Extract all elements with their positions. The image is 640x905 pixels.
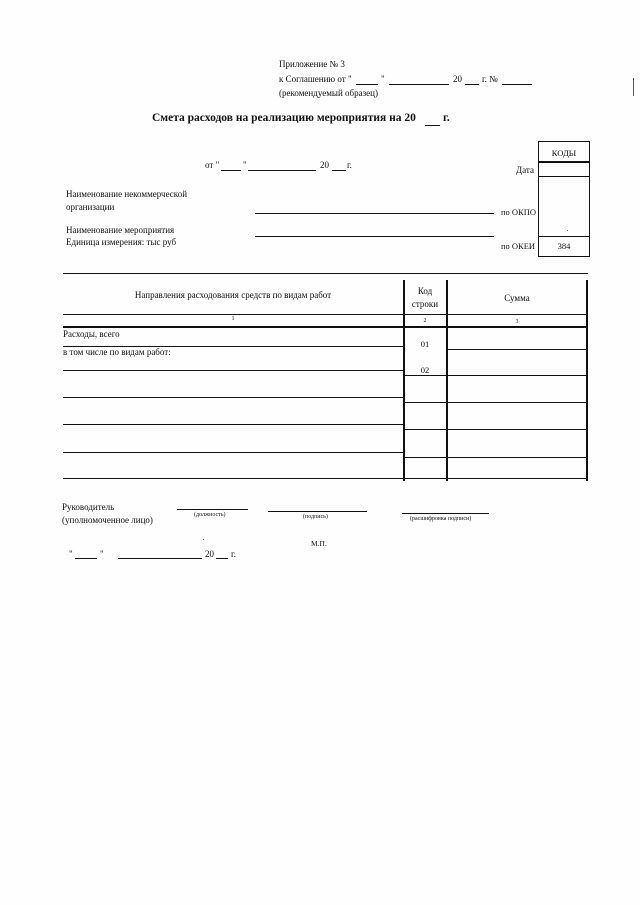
table-right-border (586, 280, 588, 481)
col2-header-line2: строки (411, 299, 439, 309)
row-5-border-right (404, 429, 587, 430)
col-number-2: 2 (423, 318, 427, 324)
stamp-mark: М.П. (311, 539, 327, 548)
event-name-line (255, 236, 494, 237)
header-bottom-border (63, 314, 588, 315)
sign-date-open-quote: " (69, 549, 73, 559)
row-3-border-right (404, 375, 587, 376)
sign-date-close-quote: " (100, 549, 104, 559)
row-types-underline (63, 370, 403, 371)
date-quote: " (243, 160, 247, 170)
scan-edge-mark (633, 78, 634, 96)
head-label: Руководитель (62, 502, 115, 512)
position-line (177, 509, 248, 510)
codes-okpo-label: по ОКПО (501, 207, 537, 217)
row-3-underline (63, 397, 403, 398)
codes-header-divider (538, 161, 590, 163)
table-top-border (63, 273, 588, 274)
date-year-blank (332, 170, 346, 171)
title-text: Смета расходов на реализацию мероприятия на 20 (152, 112, 416, 124)
row-4-underline (63, 424, 403, 425)
decoding-hint: (расшифровка подписи) (410, 516, 472, 522)
table-bottom-border (63, 478, 588, 479)
agreement-quote: " (381, 74, 385, 84)
agreement-day-blank (356, 84, 378, 85)
row-types-code: 02 (420, 365, 430, 375)
col2-header-line1: Код (417, 286, 433, 296)
sign-date-g: г. (231, 549, 236, 559)
title-year-blank (425, 125, 440, 126)
date-month-blank (248, 170, 316, 171)
codes-box (538, 141, 590, 257)
col-number-1: 1 (231, 316, 235, 322)
date-ot: от " (205, 160, 220, 170)
row-4-border-right (404, 402, 587, 403)
event-label: Наименование мероприятия (66, 225, 175, 235)
org-label-line1: Наименование некоммерческой (66, 189, 188, 199)
sample-note: (рекомендуемый образец) (279, 88, 378, 98)
scan-speck (567, 230, 568, 231)
authorized-label: (уполномоченное лицо) (62, 515, 153, 525)
col3-header: Сумма (504, 293, 530, 303)
signature-hint: (подпись) (303, 514, 328, 520)
agreement-year-prefix: 20 (453, 74, 462, 84)
decoding-line (402, 513, 489, 514)
org-name-line (255, 213, 494, 214)
row-total-label: Расходы, всего (63, 329, 120, 339)
date-g: г. (347, 160, 352, 170)
unit-label: Единица измерения: тыс руб (66, 237, 177, 247)
col-number-3: 3 (515, 319, 519, 325)
codes-okei-label: по ОКЕИ (501, 241, 536, 251)
row-total-code: 01 (420, 339, 430, 349)
signature-line (268, 511, 367, 512)
codes-okei-value: 384 (557, 241, 571, 251)
sign-date-day-blank (75, 558, 97, 559)
title-suffix: г. (443, 112, 450, 124)
date-year-prefix: 20 (320, 160, 329, 170)
sign-date-year-prefix: 20 (205, 549, 214, 559)
agreement-prefix: к Соглашению от " (279, 74, 352, 84)
row-6-border-right (404, 457, 587, 458)
codes-date-label: Дата (516, 165, 534, 175)
agreement-number-label: г. № (482, 74, 498, 84)
date-day-blank (221, 170, 241, 171)
sign-date-month-blank (118, 558, 202, 559)
table-col-divider-1 (403, 280, 405, 481)
agreement-month-blank (389, 84, 449, 85)
position-hint: (должность) (194, 512, 226, 518)
org-label-line2: организации (66, 202, 115, 212)
agreement-number-blank (502, 84, 532, 85)
appendix-number: Приложение № 3 (279, 59, 345, 69)
table-col-divider-2 (446, 280, 448, 481)
codes-okpo-divider (538, 236, 590, 237)
codes-date-divider (538, 176, 590, 177)
codes-header: КОДЫ (551, 148, 577, 158)
row-types-label: в том числе по видам работ: (63, 347, 171, 357)
row-5-underline (63, 452, 403, 453)
numbers-row-bottom-border (63, 326, 588, 328)
agreement-year-blank (465, 84, 479, 85)
row-total-sum-border (447, 349, 587, 350)
sign-date-year-blank (216, 558, 228, 559)
scan-speck (203, 539, 204, 540)
col1-header: Направления расходования средств по видам работ (134, 290, 332, 300)
